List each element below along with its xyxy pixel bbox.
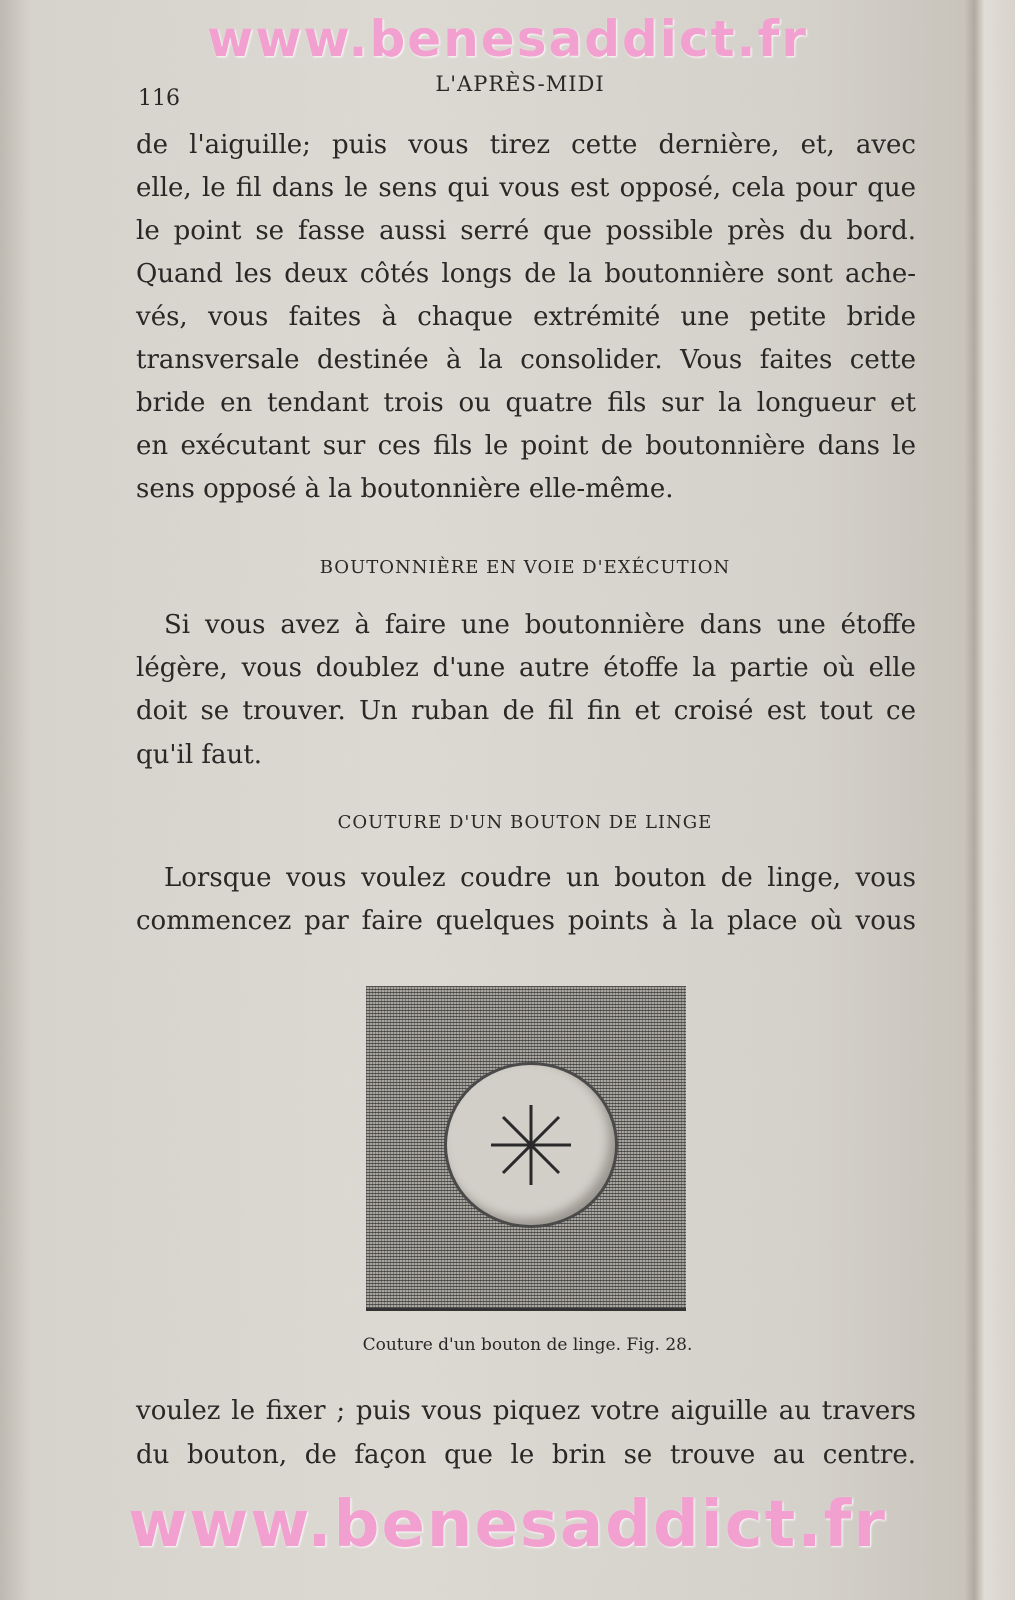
text-line: en exécutant sur ces fils le point de boutonnière dans le [136, 431, 916, 461]
text-line: transversale destinée à la consolider. Vous faites cette [136, 345, 916, 375]
text-line: commencez par faire quelques points à la place où vous [136, 906, 916, 936]
star-stitch-icon [447, 1065, 615, 1225]
watermark-top: www.benesaddict.fr [207, 10, 808, 68]
section-heading: BOUTONNIÈRE EN VOIE D'EXÉCUTION [319, 557, 731, 578]
button-illustration [366, 986, 686, 1311]
text-line: légère, vous doublez d'une autre étoffe la partie où elle [136, 653, 916, 683]
text-line: elle, le fil dans le sens qui vous est opposé, cela pour que [136, 173, 916, 203]
page-number: 116 [138, 86, 180, 111]
text-line: le point se fasse aussi serré que possible près du bord. [136, 216, 916, 246]
text-line: de l'aiguille; puis vous tirez cette dernière, et, avec [136, 130, 916, 160]
text-line: qu'il faut. [136, 740, 263, 770]
button-disc [444, 1062, 618, 1228]
figure-caption: Couture d'un bouton de linge. Fig. 28. [362, 1335, 693, 1355]
text-line: bride en tendant trois ou quatre fils sur la longueur et [136, 388, 916, 418]
text-line: doit se trouver. Un ruban de fil fin et croisé est tout ce [136, 696, 916, 726]
text-line: Si vous avez à faire une boutonnière dans une étoffe [164, 610, 916, 640]
text-line: sens opposé à la boutonnière elle-même. [136, 474, 674, 504]
text-line: Quand les deux côtés longs de la boutonnière sont ache- [136, 259, 916, 289]
watermark-bottom: www.benesaddict.fr [128, 1488, 887, 1562]
section-heading: COUTURE D'UN BOUTON DE LINGE [337, 812, 713, 833]
text-line: du bouton, de façon que le brin se trouve au centre. [136, 1440, 916, 1470]
text-line: vés, vous faites à chaque extrémité une petite bride [136, 302, 916, 332]
text-line: Lorsque vous voulez coudre un bouton de linge, vous [164, 863, 916, 893]
running-title: L'APRÈS-MIDI [435, 72, 605, 96]
text-line: voulez le fixer ; puis vous piquez votre aiguille au travers [136, 1396, 916, 1426]
